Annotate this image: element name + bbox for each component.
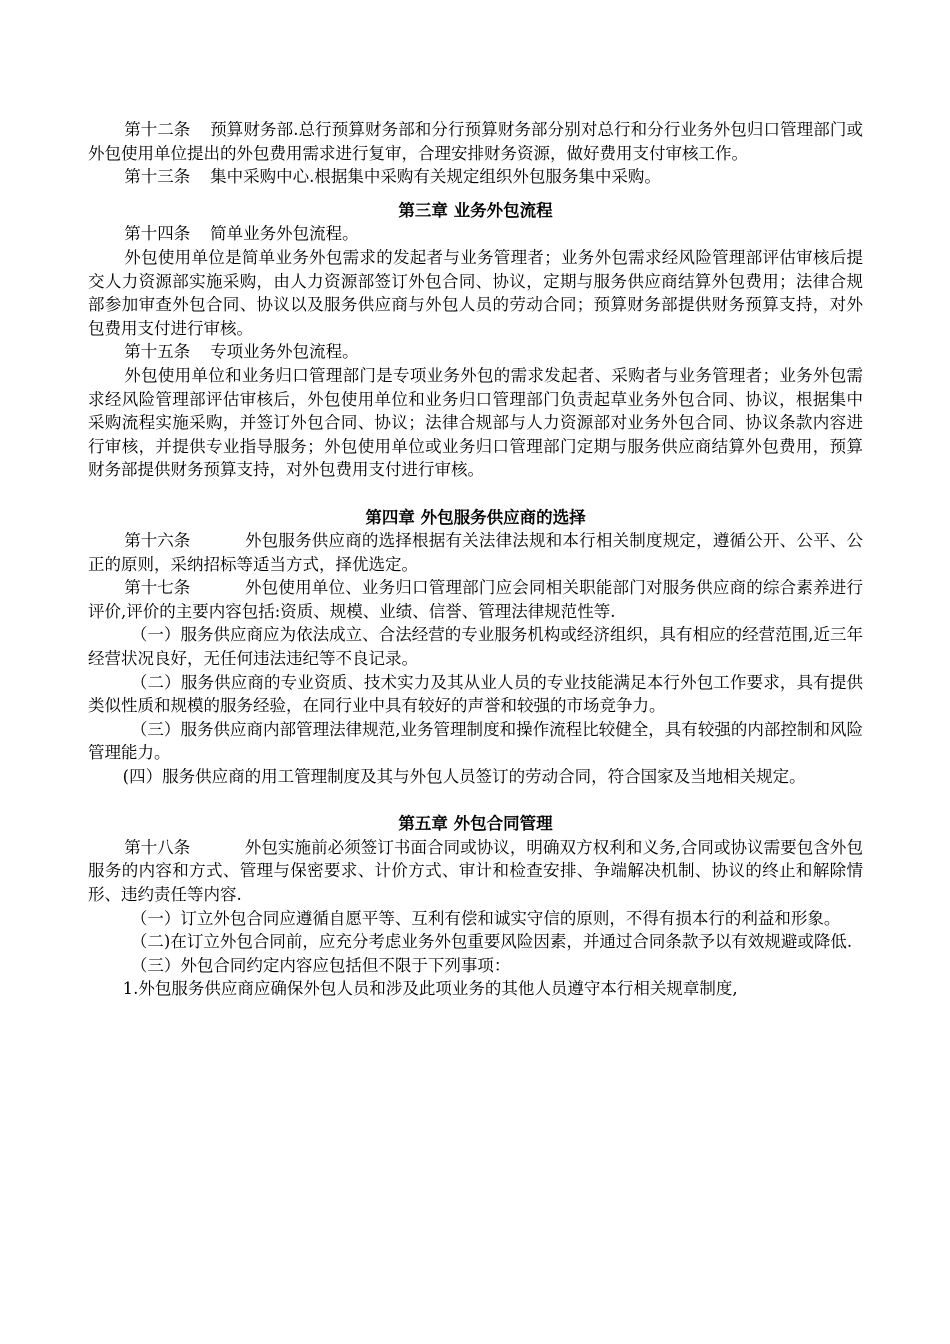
article-label: 第十二条 [124,120,191,139]
article-17 [88,576,863,623]
article-text: 专项业务外包流程。 [210,342,359,362]
chapter-5-heading: 第五章 外包合同管理 [398,814,553,834]
article-12 [88,118,863,165]
article-18-item-2: （二)在订立外包合同前，应充分考虑业务外包重要风险因素，并通过合同条款予以有效规避或降低. [130,932,853,952]
article-13 [88,165,863,189]
article-label: 第十七条 [124,578,191,598]
article-text: 外包使用单位、业务归口管理部门应会同相关职能部门对服务供应商的综合素养进行评价,评价的主要内容包括:资质、规模、业绩、信誉、管理法律规范性等. [88,578,863,621]
article-16 [88,529,863,576]
article-18-item-1: （一）订立外包合同应遵循自愿平等、互利有偿和诚实守信的原则，不得有损本行的利益和形象。 [130,908,841,928]
document-page [88,118,863,1001]
chapter-3-heading: 第三章 业务外包流程 [398,200,553,220]
article-label: 第十五条 [124,342,191,362]
article-17-item-1: （一）服务供应商应为依法成立、合法经营的专业服务机构或经济组织，具有相应的经营范围,近三年经营状况良好，无任何违法违纪等不良记录。 [88,625,863,669]
article-text: 外包实施前必须签订书面合同或协议，明确双方权利和义务,合同或协议需要包含外包服务的内容和方式、管理与保密要求、计价方式、审计和检查安排、争端解决机制、协议的终止和解除情形、违约责任等内容. [88,837,863,904]
chapter-4-heading: 第四章 外包服务供应商的选择 [365,507,586,527]
article-label: 第十六条 [124,531,191,551]
article-18 [88,836,863,907]
article-text: 预算财务部.总行预算财务部和分行预算财务部分别对总行和分行业务外包归口管理部门或外包使用单位提出的外包费用需求进行复审，合理安排财务资源，做好费用支付审核工作。 [88,120,863,163]
article-18-item-3: （三）外包合同约定内容应包括但不限于下列事项： [130,955,511,975]
article-17-item-2: （二）服务供应商的专业资质、技术实力及其从业人员的专业技能满足本行外包工作要求，具有提供类似性质和规模的服务经验，在同行业中具有较好的声誉和较强的市场竞争力。 [88,672,863,716]
article-15-body: 外包使用单位和业务归口管理部门是专项业务外包的需求发起者、采购者与业务管理者；业务外包需求经风险管理部评估审核后，外包使用单位和业务归口管理部门负责起草业务外包合同、协议，根据集中采购流程实施采购，并签订外包合同、协议；法律合规部与人力资源部对业务外包合同、协议条款内容进行审核，并提供专业指导服务；外包使用单位或业务归口管理部门定期与服务供应商结算外包费用，预算财务部提供财务预算支持，对外包费用支付进行审核。 [88,365,863,480]
article-17-item-4: (四）服务供应商的用工管理制度及其与外包人员签订的劳动合同，符合国家及当地相关规定。 [122,767,806,787]
article-18-item-4: 1.外包服务供应商应确保外包人员和涉及此项业务的其他人员遵守本行相关规章制度, [122,979,738,999]
article-17-item-3: （三）服务供应商内部管理法律规范,业务管理制度和操作流程比较健全，具有较强的内部控制和风险管理能力。 [88,719,863,763]
article-text: 外包服务供应商的选择根据有关法律法规和本行相关制度规定，遵循公开、公平、公正的原则，采纳招标等适当方式，择优选定。 [88,531,863,574]
article-14-body: 外包使用单位是简单业务外包需求的发起者与业务管理者；业务外包需求经风险管理部评估审核后提交人力资源部实施采购，由人力资源部签订外包合同、协议，定期与服务供应商结算外包费用；法律合规部参加审查外包合同、协议以及服务供应商与外包人员的劳动合同；预算财务部提供财务预算支持，对外包费用支付进行审核。 [88,247,863,338]
article-label: 第十八条 [124,837,191,857]
article-text: 集中采购中心.根据集中采购有关规定组织外包服务集中采购。 [210,167,661,187]
article-label: 第十三条 [124,167,191,187]
article-15 [88,340,863,364]
article-label: 第十四条 [124,224,191,244]
article-14 [88,222,863,246]
article-text: 简单业务外包流程。 [210,224,359,244]
